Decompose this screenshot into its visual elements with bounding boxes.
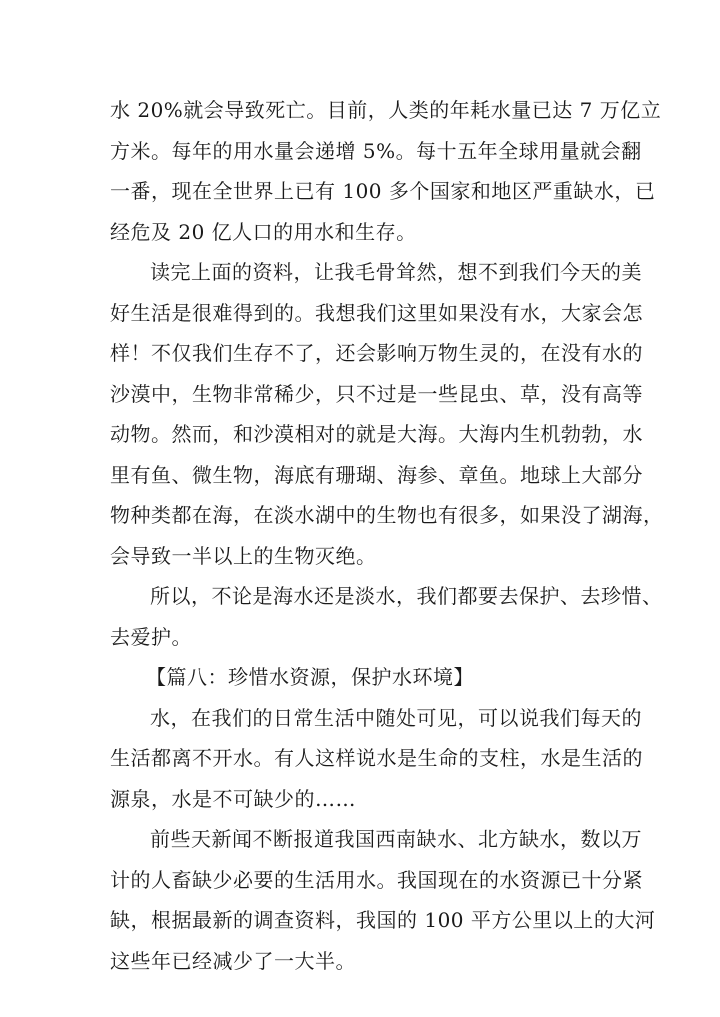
paragraph-first-line: 所以，不论是海水还是淡水，我们都要去保护、去珍惜、 (150, 584, 663, 608)
text-line: 动物。然而，和沙漠相对的就是大海。大海内生机勃勃，水 (110, 422, 643, 446)
section-heading: 【篇八：珍惜水资源，保护水环境】 (146, 665, 474, 689)
text-line: 一番，现在全世界上已有 100 多个国家和地区严重缺水，已 (110, 179, 656, 203)
text-line: 计的人畜缺少必要的生活用水。我国现在的水资源已十分紧 (110, 868, 643, 892)
paragraph-first-line: 读完上面的资料，让我毛骨耸然，想不到我们今天的美 (150, 260, 642, 284)
text-line: 会导致一半以上的生物灭绝。 (110, 544, 377, 568)
text-line: 源泉，水是不可缺少的…… (110, 787, 356, 811)
text-line: 这些年已经减少了一大半。 (110, 949, 356, 973)
text-line: 沙漠中，生物非常稀少，只不过是一些昆虫、草，没有高等 (110, 382, 643, 406)
text-line: 样！不仅我们生存不了，还会影响万物生灵的，在没有水的 (110, 341, 643, 365)
text-line: 好生活是很难得到的。我想我们这里如果没有水，大家会怎 (110, 301, 643, 325)
paragraph-first-line: 前些天新闻不断报道我国西南缺水、北方缺水，数以万 (150, 827, 642, 851)
text-line: 方米。每年的用水量会递增 5%。每十五年全球用量就会翻 (110, 139, 642, 163)
text-line: 缺，根据最新的调查资料，我国的 100 平方公里以上的大河 (110, 908, 656, 932)
text-line: 经危及 20 亿人口的用水和生存。 (110, 220, 417, 244)
text-line: 水 20%就会导致死亡。目前，人类的年耗水量已达 7 万亿立 (110, 98, 662, 122)
text-line: 物种类都在海，在淡水湖中的生物也有很多，如果没了湖海， (110, 503, 664, 527)
text-line: 生活都离不开水。有人这样说水是生命的支柱，水是生活的 (110, 746, 643, 770)
paragraph-first-line: 水，在我们的日常生活中随处可见，可以说我们每天的 (150, 706, 642, 730)
text-line: 里有鱼、微生物，海底有珊瑚、海参、章鱼。地球上大部分 (110, 463, 643, 487)
text-line: 去爱护。 (110, 625, 192, 649)
